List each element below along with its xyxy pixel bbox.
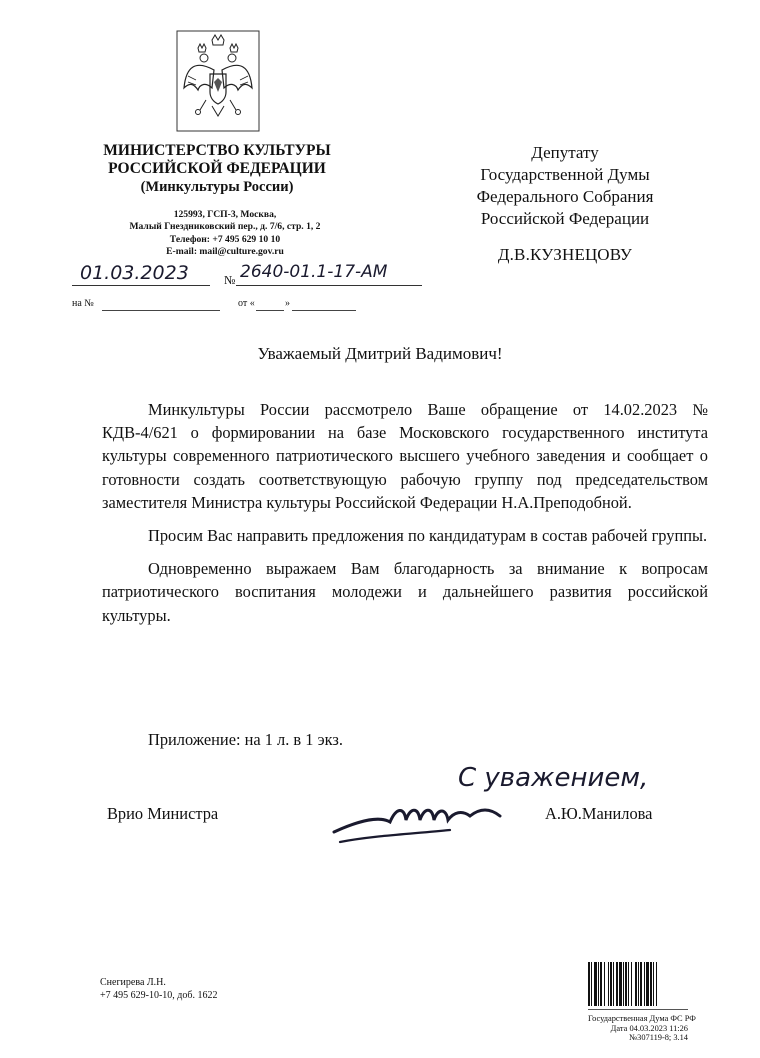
barcode: [588, 962, 688, 1006]
reference-registration: [72, 298, 372, 316]
body-paragraph: Одновременно выражаем Вам благодарность за внимание к вопросам патриотического воспитания молодежи и дальнейшего развития российской культуры.: [102, 559, 708, 625]
ref-date-label: от «: [238, 298, 255, 309]
barcode-bar: [656, 962, 657, 1006]
ministry-address: [80, 209, 370, 259]
stamp-line1: Государственная Дума ФС РФ: [588, 1014, 696, 1023]
handwritten-date: 01.03.2023: [80, 262, 189, 284]
coat-of-arms-emblem: [176, 30, 260, 132]
ministry-name-line2: РОССИЙСКОЙ ФЕДЕРАЦИИ: [108, 160, 326, 177]
executor-info: [100, 976, 217, 1002]
address-line2: Малый Гнездниковский пер., д. 7/6, стр. 1, 2: [129, 221, 321, 233]
salutation: Уважаемый Дмитрий Вадимович!: [257, 344, 503, 363]
ref-quote-close: »: [285, 298, 290, 309]
handwritten-closing: С уважением,: [458, 763, 649, 793]
signatory-title: Врио Министра: [107, 804, 219, 823]
number-prefix: №: [224, 273, 236, 287]
ref-number-label: на №: [72, 298, 94, 309]
ministry-header: [72, 142, 362, 196]
recipient-line4: Российской Федерации: [480, 209, 650, 228]
ministry-name-line1: МИНИСТЕРСТВО КУЛЬТУРЫ: [103, 142, 331, 159]
phone-line: Телефон: +7 495 629 10 10: [169, 233, 281, 245]
email-line: E-mail: mail@culture.gov.ru: [166, 246, 284, 258]
attachment-note: Приложение: на 1 л. в 1 экз.: [148, 730, 343, 749]
recipient-line3: Федерального Собрания: [476, 187, 654, 206]
stamp-line3: №307119-8; 3.14: [629, 1033, 688, 1043]
ministry-short-name: (Минкультуры России): [140, 179, 294, 195]
executor-phone: +7 495 629-10-10, доб. 1622: [100, 990, 218, 1001]
handwritten-number: 2640-01.1-17-АМ: [240, 262, 388, 282]
address-line1: 125993, ГСП-3, Москва,: [173, 209, 277, 220]
stamp-line2: Дата 04.03.2023 11:26: [610, 1023, 688, 1033]
handwritten-signature: [330, 750, 710, 860]
recipient-block: [440, 142, 690, 266]
letter-body: [102, 398, 708, 627]
body-paragraph: Просим Вас направить предложения по кандидатурам в состав рабочей группы.: [148, 526, 708, 546]
recipient-name: Д.В.КУЗНЕЦОВУ: [497, 245, 633, 264]
duma-registration-stamp: [588, 962, 696, 1043]
recipient-line1: Депутату: [531, 143, 599, 162]
signatory-name: А.Ю.Манилова: [545, 804, 653, 823]
body-paragraph: Минкультуры России рассмотрело Ваше обращение от 14.02.2023 № КДВ-4/621 о формировании на базе Московского государственного института культуры современного патриотического высшего учебного заведения и сообщает о готовности создать соответствующую рабочую группу под председательством заместителя Министра культуры Российской Федерации Н.А.Преподобной.: [102, 400, 708, 512]
executor-name: Снегирева Л.Н.: [100, 977, 166, 988]
recipient-line2: Государственной Думы: [480, 165, 650, 184]
outgoing-registration: [72, 262, 422, 288]
